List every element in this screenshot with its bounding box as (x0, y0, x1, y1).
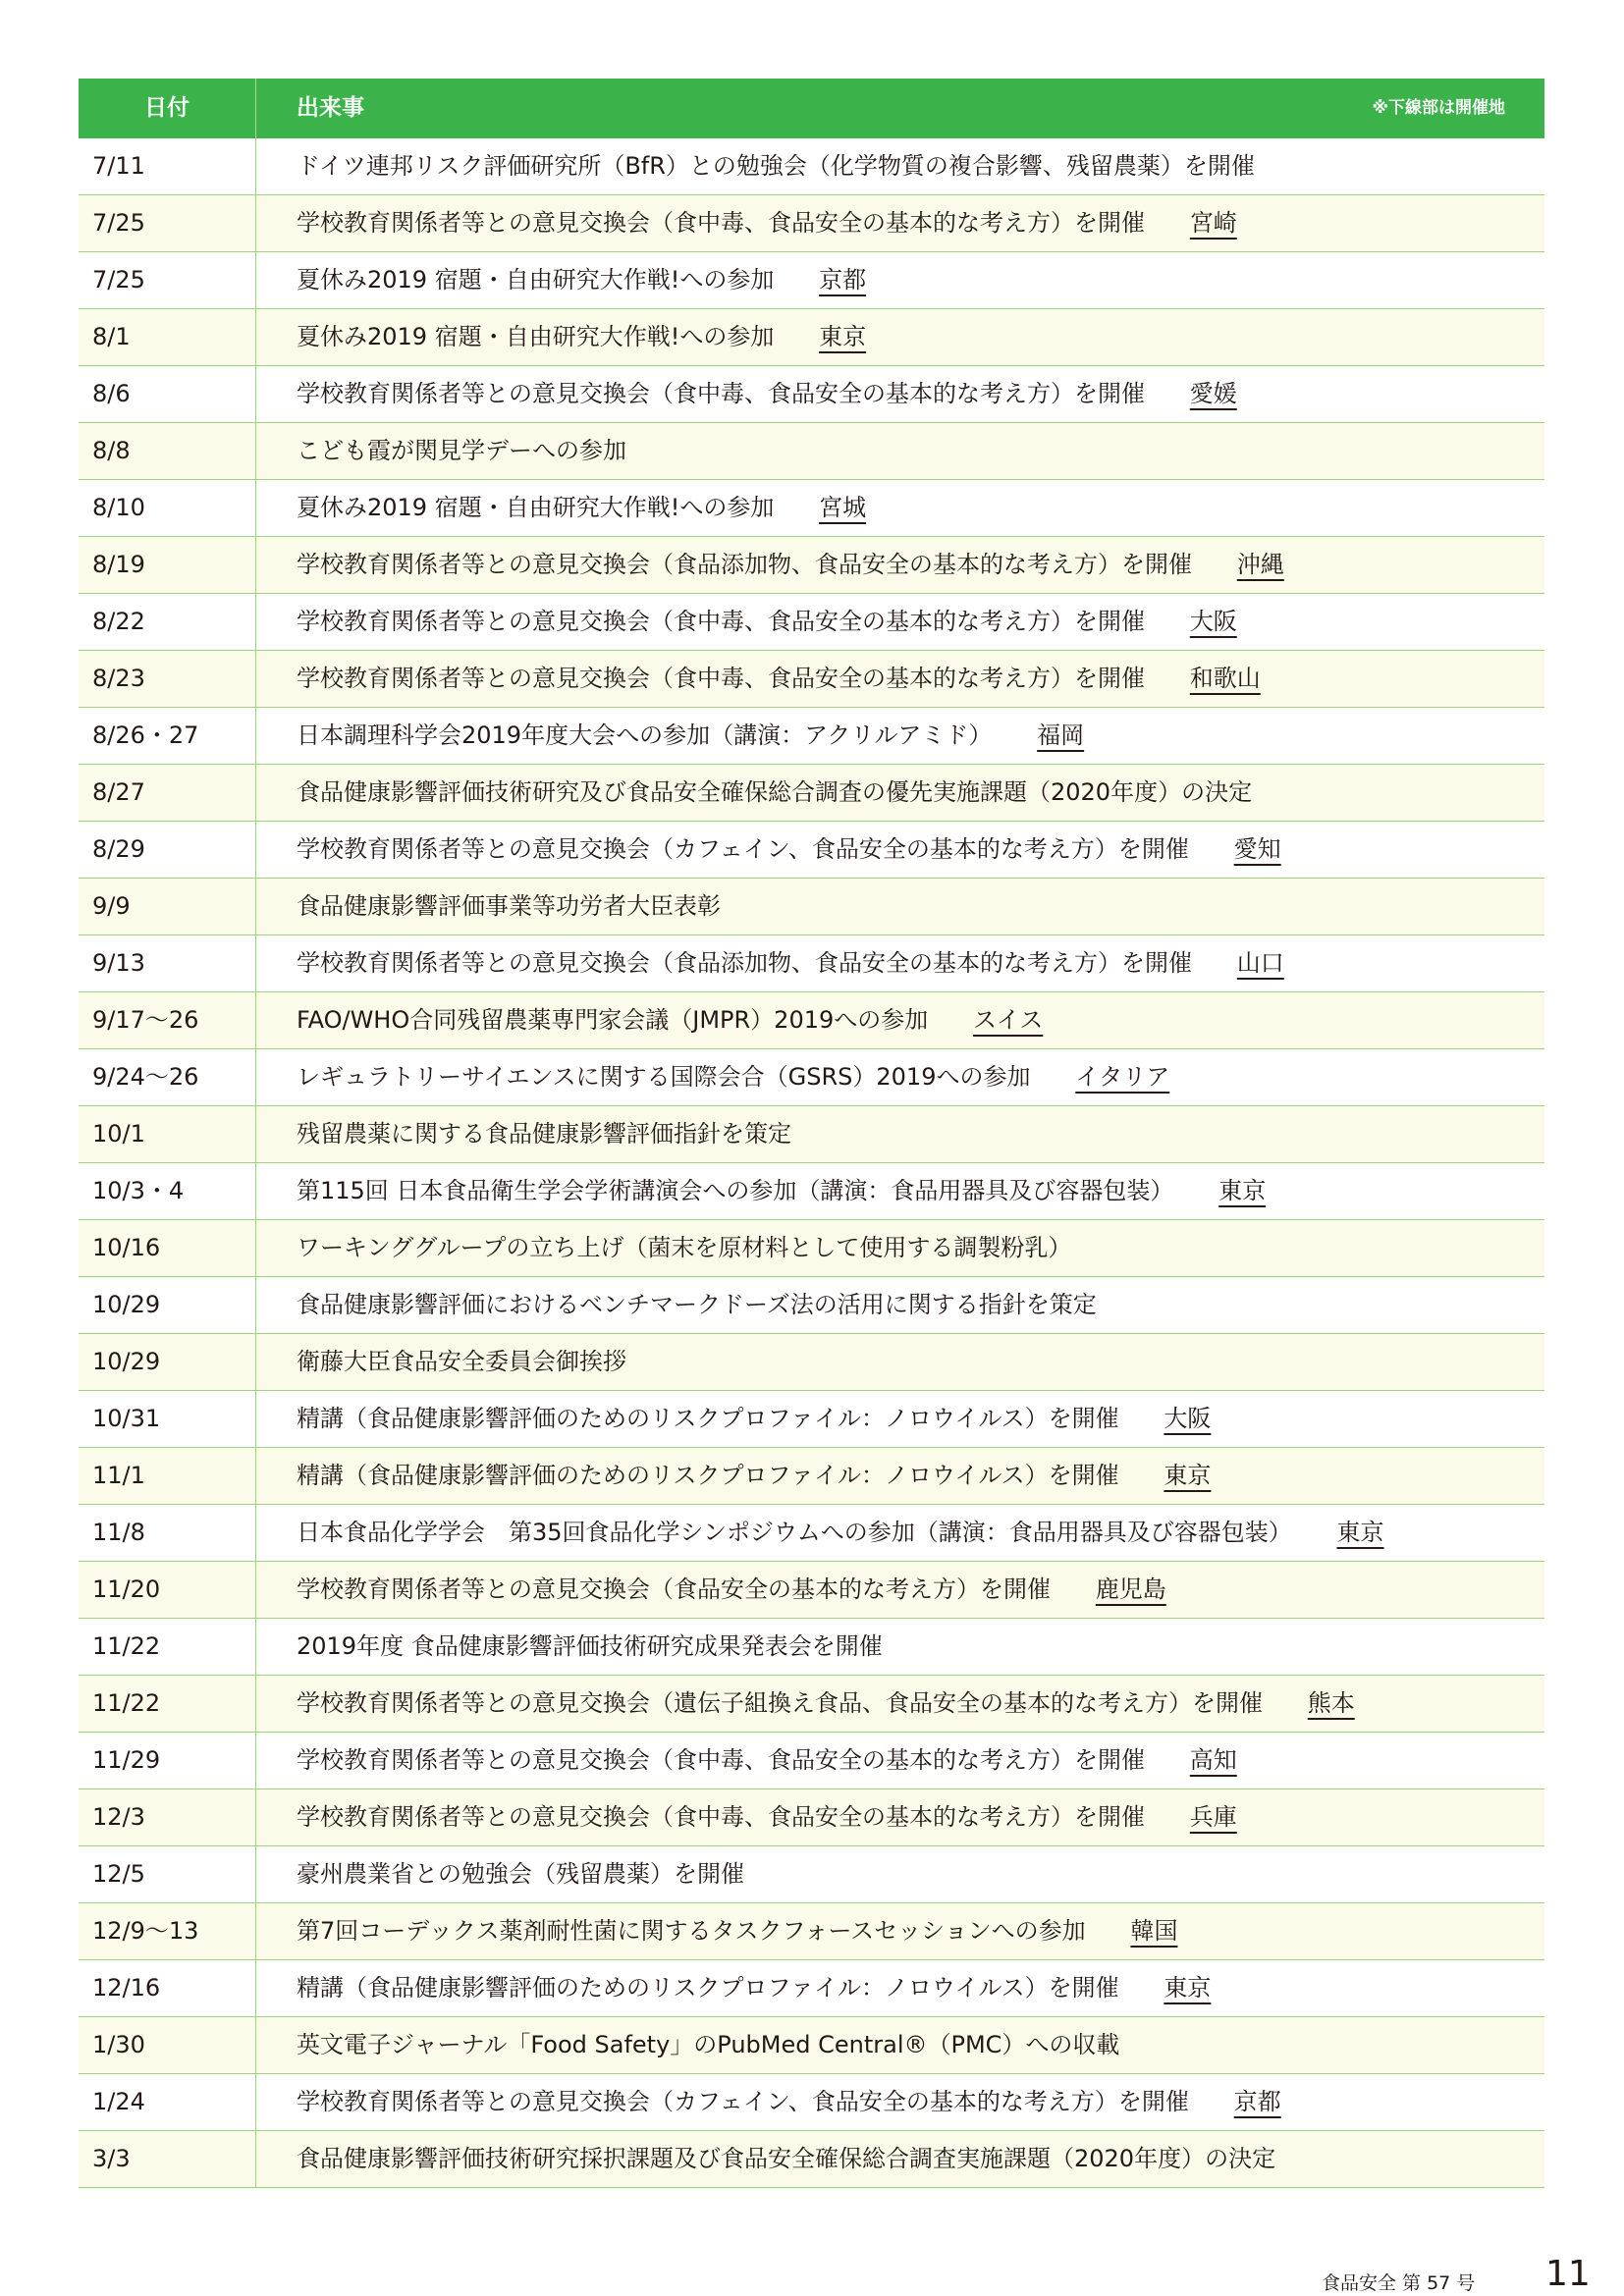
column-divider (255, 1277, 256, 1333)
column-divider (255, 879, 256, 934)
table-header (79, 79, 1544, 138)
column-divider (255, 935, 256, 991)
event-description: FAO/WHO合同残留農薬専門家会議（JMPR）2019への参加 (297, 1006, 929, 1034)
event-date: 3/3 (92, 2145, 131, 2172)
column-divider (255, 765, 256, 821)
event-cell (297, 1960, 1211, 2016)
event-description: ドイツ連邦リスク評価研究所（BfR）との勉強会（化学物質の複合影響、残留農薬）を開催 (297, 152, 1255, 180)
event-cell (297, 1733, 1237, 1789)
event-date: 10/16 (92, 1234, 161, 1261)
spacer (1119, 1405, 1164, 1432)
event-venue: 福岡 (1037, 721, 1085, 749)
column-divider (255, 992, 256, 1048)
column-divider (255, 1391, 256, 1447)
table-row (79, 195, 1544, 252)
event-description: 夏休み2019 宿題・自由研究大作戦!への参加 (297, 266, 775, 294)
event-description: 英文電子ジャーナル「Food Safety」のPubMed Central®（PMC）への収載 (297, 2031, 1120, 2058)
table-row (79, 1733, 1544, 1789)
event-date: 8/1 (92, 323, 131, 350)
event-cell (297, 366, 1237, 422)
event-venue: 高知 (1189, 1746, 1237, 1774)
table-row (79, 309, 1544, 366)
event-cell (297, 708, 1084, 764)
event-description: 学校教育関係者等との意見交換会（カフェイン、食品安全の基本的な考え方）を開催 (297, 2088, 1189, 2115)
table-row (79, 1391, 1544, 1448)
table-row (79, 2131, 1544, 2188)
date-column-header: 日付 (144, 95, 189, 121)
column-divider (255, 1903, 256, 1959)
event-date: 9/17～26 (92, 1006, 199, 1034)
event-date: 8/22 (92, 608, 145, 635)
table-row (79, 992, 1544, 1049)
table-row (79, 1676, 1544, 1733)
event-date: 12/5 (92, 1860, 145, 1888)
spacer (1051, 1575, 1096, 1603)
column-divider (255, 1562, 256, 1618)
table-row (79, 1903, 1544, 1960)
spacer (1192, 551, 1237, 578)
event-description: こども霞が関見学デーへの参加 (297, 437, 626, 464)
event-date: 10/31 (92, 1405, 161, 1432)
column-divider (255, 651, 256, 707)
event-venue: 愛媛 (1189, 380, 1237, 407)
table-row (79, 1505, 1544, 1562)
event-description: 学校教育関係者等との意見交換会（食中毒、食品安全の基本的な考え方）を開催 (297, 1746, 1145, 1774)
event-column-header: 出来事 (297, 95, 364, 121)
table-row (79, 1220, 1544, 1277)
header-divider (255, 79, 256, 138)
spacer (1192, 949, 1237, 977)
column-divider (255, 1505, 256, 1561)
event-venue: 和歌山 (1189, 665, 1261, 692)
spacer (1189, 835, 1234, 863)
event-venue: 京都 (1233, 2088, 1281, 2115)
event-description: 学校教育関係者等との意見交換会（食品添加物、食品安全の基本的な考え方）を開催 (297, 551, 1192, 578)
table-row (79, 1960, 1544, 2017)
spacer (1292, 1519, 1337, 1546)
event-cell (297, 423, 626, 479)
table-row (79, 1448, 1544, 1505)
event-date: 11/1 (92, 1462, 145, 1489)
spacer (1263, 1689, 1308, 1717)
table-row (79, 765, 1544, 822)
event-description: 夏休み2019 宿題・自由研究大作戦!への参加 (297, 494, 775, 521)
table-row (79, 423, 1544, 480)
event-date: 8/10 (92, 494, 145, 521)
event-cell (297, 195, 1237, 251)
event-date: 11/8 (92, 1519, 145, 1546)
column-divider (255, 1960, 256, 2016)
event-description: 学校教育関係者等との意見交換会（食品安全の基本的な考え方）を開催 (297, 1575, 1051, 1603)
event-description: 食品健康影響評価技術研究及び食品安全確保総合調査の優先実施課題（2020年度）の決定 (297, 778, 1253, 806)
publication-label: 食品安全 第 57 号 (1322, 2272, 1476, 2294)
event-cell (297, 309, 866, 365)
event-description: 第7回コーデックス薬剤耐性菌に関するタスクフォースセッションへの参加 (297, 1917, 1086, 1945)
event-date: 9/24～26 (92, 1063, 199, 1091)
column-divider (255, 1334, 256, 1390)
column-divider (255, 1846, 256, 1902)
event-cell (297, 1562, 1166, 1618)
event-date: 7/25 (92, 266, 145, 294)
event-cell (297, 537, 1284, 593)
column-divider (255, 2074, 256, 2130)
event-cell (297, 879, 721, 934)
event-venue: 東京 (1336, 1519, 1384, 1546)
spacer (1145, 1803, 1190, 1831)
event-description: ワーキンググループの立ち上げ（菌末を原材料として使用する調製粉乳） (297, 1234, 1072, 1261)
column-divider (255, 252, 256, 308)
event-venue: 熊本 (1307, 1689, 1355, 1717)
event-date: 7/25 (92, 209, 145, 237)
event-date: 8/6 (92, 380, 131, 407)
event-description: 食品健康影響評価におけるベンチマークドーズ法の活用に関する指針を策定 (297, 1291, 1097, 1318)
spacer (1189, 2088, 1234, 2115)
table-row (79, 822, 1544, 879)
event-date: 8/29 (92, 835, 145, 863)
event-cell (297, 138, 1255, 194)
event-date: 11/22 (92, 1632, 161, 1660)
event-venue: イタリア (1075, 1063, 1170, 1091)
column-divider (255, 195, 256, 251)
table-row (79, 1049, 1544, 1106)
event-description: 日本食品化学学会 第35回食品化学シンポジウムへの参加（講演：食品用器具及び容器包装） (297, 1519, 1292, 1546)
event-date: 8/23 (92, 665, 145, 692)
event-date: 8/19 (92, 551, 145, 578)
event-date: 10/29 (92, 1291, 161, 1318)
spacer (1145, 665, 1190, 692)
event-cell (297, 1619, 883, 1675)
event-date: 12/9～13 (92, 1917, 199, 1945)
event-cell (297, 1220, 1071, 1276)
column-divider (255, 537, 256, 593)
event-date: 11/29 (92, 1746, 161, 1774)
event-date: 9/13 (92, 949, 145, 977)
table-row (79, 879, 1544, 935)
event-venue: 兵庫 (1189, 1803, 1237, 1831)
table-row (79, 537, 1544, 594)
event-cell (297, 252, 866, 308)
event-venue: 大阪 (1164, 1405, 1212, 1432)
event-description: 残留農薬に関する食品健康影響評価指針を策定 (297, 1120, 791, 1148)
event-date: 9/9 (92, 892, 131, 920)
event-description: 学校教育関係者等との意見交換会（食中毒、食品安全の基本的な考え方）を開催 (297, 1803, 1145, 1831)
table-row (79, 480, 1544, 537)
spacer (992, 721, 1037, 749)
event-description: 食品健康影響評価技術研究採択課題及び食品安全確保総合調査実施課題（2020年度）の決定 (297, 2145, 1276, 2172)
event-venue: 山口 (1236, 949, 1284, 977)
event-cell (297, 1277, 1097, 1333)
spacer (928, 1006, 973, 1034)
table-body (79, 138, 1544, 2188)
event-date: 8/26・27 (92, 721, 199, 749)
event-description: 学校教育関係者等との意見交換会（カフェイン、食品安全の基本的な考え方）を開催 (297, 835, 1189, 863)
spacer (1086, 1917, 1131, 1945)
table-row (79, 252, 1544, 309)
event-cell (297, 651, 1261, 707)
event-description: 精講（食品健康影響評価のためのリスクプロファイル：ノロウイルス）を開催 (297, 1405, 1119, 1432)
spacer (774, 323, 819, 350)
column-divider (255, 1676, 256, 1732)
event-cell (297, 1789, 1237, 1845)
column-divider (255, 423, 256, 479)
event-cell (297, 822, 1281, 878)
page-number: 11 (1545, 2254, 1591, 2294)
event-description: 第115回 日本食品衛生学会学術講演会への参加（講演：食品用器具及び容器包装） (297, 1177, 1174, 1204)
event-date: 11/22 (92, 1689, 161, 1717)
table-row (79, 1846, 1544, 1903)
event-description: 2019年度 食品健康影響評価技術研究成果発表会を開催 (297, 1632, 883, 1660)
event-description: レギュラトリーサイエンスに関する国際会合（GSRS）2019への参加 (297, 1063, 1031, 1091)
table-row (79, 1619, 1544, 1676)
column-divider (255, 480, 256, 536)
event-cell (297, 992, 1043, 1048)
event-venue: 愛知 (1233, 835, 1281, 863)
event-description: 豪州農業省との勉強会（残留農薬）を開催 (297, 1860, 744, 1888)
event-cell (297, 1676, 1355, 1732)
event-cell (297, 2017, 1119, 2073)
event-description: 食品健康影響評価事業等功労者大臣表彰 (297, 892, 721, 920)
event-venue: 大阪 (1189, 608, 1237, 635)
event-cell (297, 765, 1252, 821)
column-divider (255, 2131, 256, 2187)
event-cell (297, 1163, 1266, 1219)
event-date: 11/20 (92, 1575, 161, 1603)
event-description: 夏休み2019 宿題・自由研究大作戦!への参加 (297, 323, 775, 350)
column-divider (255, 1619, 256, 1675)
event-venue: 沖縄 (1236, 551, 1284, 578)
table-row (79, 651, 1544, 708)
event-venue: 宮崎 (1189, 209, 1237, 237)
spacer (1030, 1063, 1075, 1091)
column-divider (255, 1106, 256, 1162)
event-date: 8/27 (92, 778, 145, 806)
event-cell (297, 1846, 744, 1902)
table-row (79, 1562, 1544, 1619)
event-cell (297, 1334, 626, 1390)
column-divider (255, 1448, 256, 1504)
table-row (79, 366, 1544, 423)
spacer (1145, 608, 1190, 635)
table-row (79, 2074, 1544, 2131)
event-cell (297, 594, 1237, 650)
table-row (79, 1334, 1544, 1391)
spacer (1119, 1974, 1164, 2002)
event-cell (297, 935, 1284, 991)
event-date: 1/24 (92, 2088, 145, 2115)
event-date: 12/16 (92, 1974, 161, 2002)
event-venue: 鹿児島 (1095, 1575, 1166, 1603)
event-cell (297, 1106, 791, 1162)
spacer (774, 494, 819, 521)
event-description: 日本調理科学会2019年度大会への参加（講演：アクリルアミド） (297, 721, 993, 749)
spacer (1173, 1177, 1218, 1204)
event-description: 学校教育関係者等との意見交換会（食中毒、食品安全の基本的な考え方）を開催 (297, 380, 1145, 407)
event-description: 学校教育関係者等との意見交換会（食中毒、食品安全の基本的な考え方）を開催 (297, 665, 1145, 692)
event-venue: 東京 (819, 323, 867, 350)
event-cell (297, 1903, 1177, 1959)
column-divider (255, 1733, 256, 1789)
event-date: 7/11 (92, 152, 145, 180)
event-cell (297, 2131, 1275, 2187)
event-venue: 東京 (1218, 1177, 1267, 1204)
event-venue: 韓国 (1130, 1917, 1178, 1945)
event-description: 精講（食品健康影響評価のためのリスクプロファイル：ノロウイルス）を開催 (297, 1974, 1119, 2002)
table-row (79, 1106, 1544, 1163)
column-divider (255, 1789, 256, 1845)
table-row (79, 138, 1544, 195)
event-date: 8/8 (92, 437, 131, 464)
spacer (1145, 380, 1190, 407)
column-divider (255, 1163, 256, 1219)
spacer (1145, 1746, 1190, 1774)
spacer (1119, 1462, 1164, 1489)
event-description: 学校教育関係者等との意見交換会（食中毒、食品安全の基本的な考え方）を開催 (297, 209, 1145, 237)
table-row (79, 1789, 1544, 1846)
spacer (774, 266, 819, 294)
event-date: 12/3 (92, 1803, 145, 1831)
event-venue: 京都 (819, 266, 867, 294)
event-date: 10/3・4 (92, 1177, 185, 1204)
event-description: 学校教育関係者等との意見交換会（遺伝子組換え食品、食品安全の基本的な考え方）を開催 (297, 1689, 1263, 1717)
event-cell (297, 2074, 1281, 2130)
table-row (79, 1277, 1544, 1334)
column-divider (255, 1049, 256, 1105)
event-description: 学校教育関係者等との意見交換会（食中毒、食品安全の基本的な考え方）を開催 (297, 608, 1145, 635)
event-description: 精講（食品健康影響評価のためのリスクプロファイル：ノロウイルス）を開催 (297, 1462, 1119, 1489)
event-description: 学校教育関係者等との意見交換会（食品添加物、食品安全の基本的な考え方）を開催 (297, 949, 1192, 977)
event-cell (297, 480, 866, 536)
column-divider (255, 2017, 256, 2073)
event-cell (297, 1391, 1211, 1447)
table-row (79, 935, 1544, 992)
event-description: 衛藤大臣食品安全委員会御挨拶 (297, 1348, 626, 1375)
event-date: 10/29 (92, 1348, 161, 1375)
event-cell (297, 1505, 1383, 1561)
event-cell (297, 1448, 1211, 1504)
column-divider (255, 1220, 256, 1276)
spacer (1145, 209, 1190, 237)
table-row (79, 1163, 1544, 1220)
event-venue: 東京 (1164, 1974, 1212, 2002)
column-divider (255, 822, 256, 878)
table-row (79, 594, 1544, 651)
events-table (79, 79, 1544, 2188)
event-date: 10/1 (92, 1120, 145, 1148)
event-venue: スイス (973, 1006, 1044, 1034)
table-row (79, 2017, 1544, 2074)
event-date: 1/30 (92, 2031, 145, 2058)
column-divider (255, 309, 256, 365)
column-divider (255, 708, 256, 764)
column-divider (255, 594, 256, 650)
column-divider (255, 366, 256, 422)
event-cell (297, 1049, 1169, 1105)
event-venue: 宮城 (819, 494, 867, 521)
venue-underline-note: ※下線部は開催地 (1372, 98, 1505, 118)
column-divider (255, 138, 256, 194)
table-row (79, 708, 1544, 765)
event-venue: 東京 (1164, 1462, 1212, 1489)
